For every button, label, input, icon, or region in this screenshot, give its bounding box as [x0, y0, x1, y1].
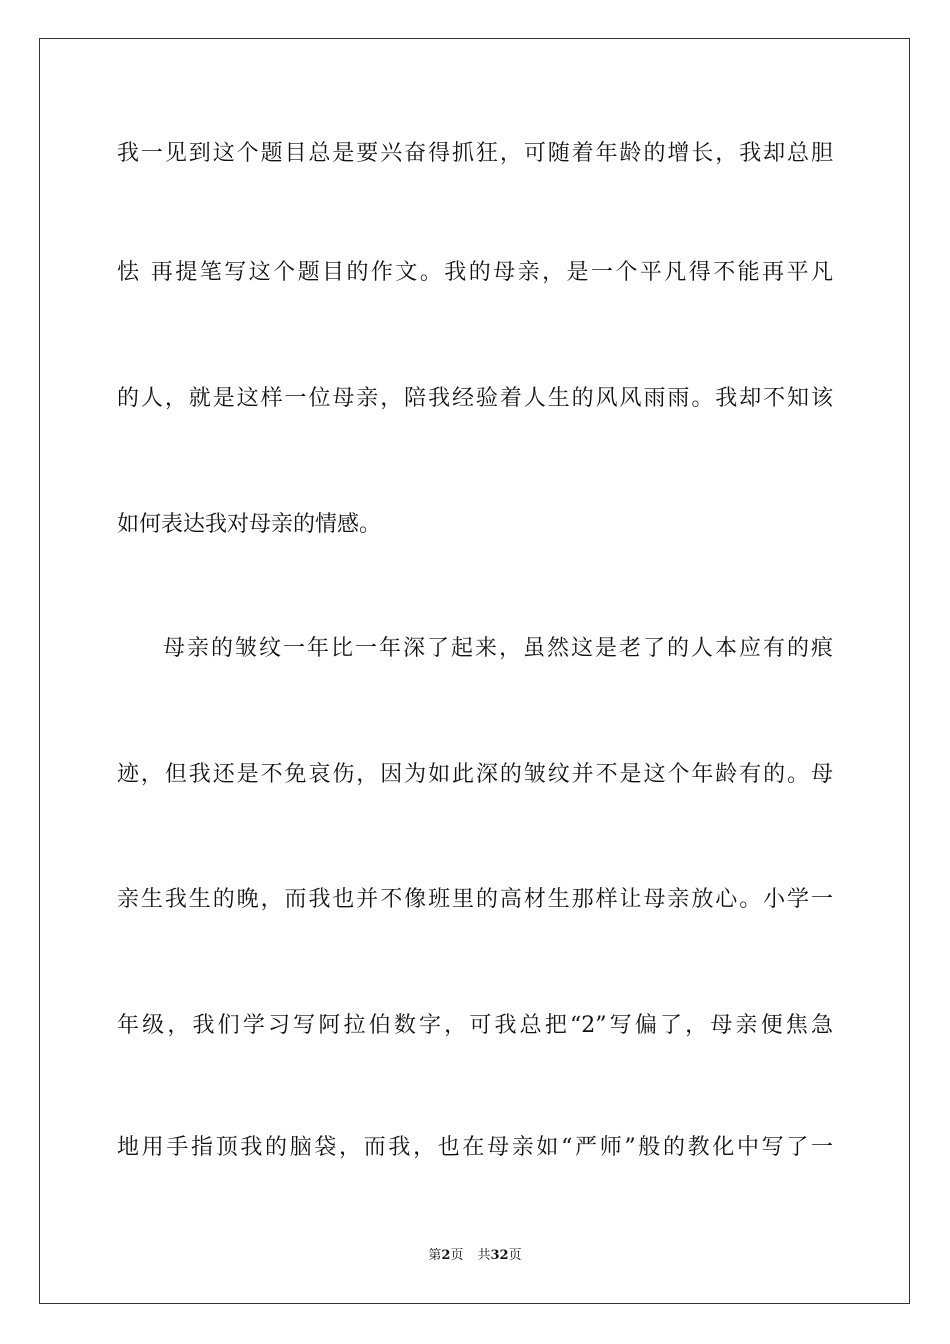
body-line-2: 怯 再提笔写这个题目的作文。我的母亲，是一个平凡得不能再平凡 — [117, 260, 833, 285]
body-line-8: 年级，我们学习写阿拉伯数字，可我总把“2”写偏了，母亲便焦急 — [117, 1013, 833, 1038]
page-footer — [0, 1247, 950, 1265]
footer-total-suffix: 页 — [508, 1248, 522, 1263]
footer-total-pages: 32 — [490, 1248, 509, 1263]
footer-page-suffix: 页 — [450, 1248, 464, 1263]
page-border — [39, 38, 910, 1304]
body-line-1: 我一见到这个题目总是要兴奋得抓狂，可随着年龄的增长，我却总胆 — [117, 141, 833, 166]
body-line-5: 母亲的皱纹一年比一年深了起来，虽然这是老了的人本应有的痕 — [163, 636, 833, 661]
footer-total-prefix: 共 — [477, 1248, 491, 1263]
footer-page-number: 2 — [441, 1248, 451, 1263]
body-line-6: 迹，但我还是不免哀伤，因为如此深的皱纹并不是这个年龄有的。母 — [117, 762, 833, 787]
body-line-7: 亲生我生的晚，而我也并不像班里的高材生那样让母亲放心。小学一 — [117, 887, 833, 912]
body-line-4: 如何表达我对母亲的情感。 — [117, 512, 382, 537]
footer-page-prefix: 第 — [428, 1248, 442, 1263]
body-line-9: 地用手指顶我的脑袋，而我，也在母亲如“严师”般的教化中写了一 — [117, 1135, 833, 1160]
body-line-3: 的人，就是这样一位母亲，陪我经验着人生的风风雨雨。我却不知该 — [117, 386, 833, 411]
